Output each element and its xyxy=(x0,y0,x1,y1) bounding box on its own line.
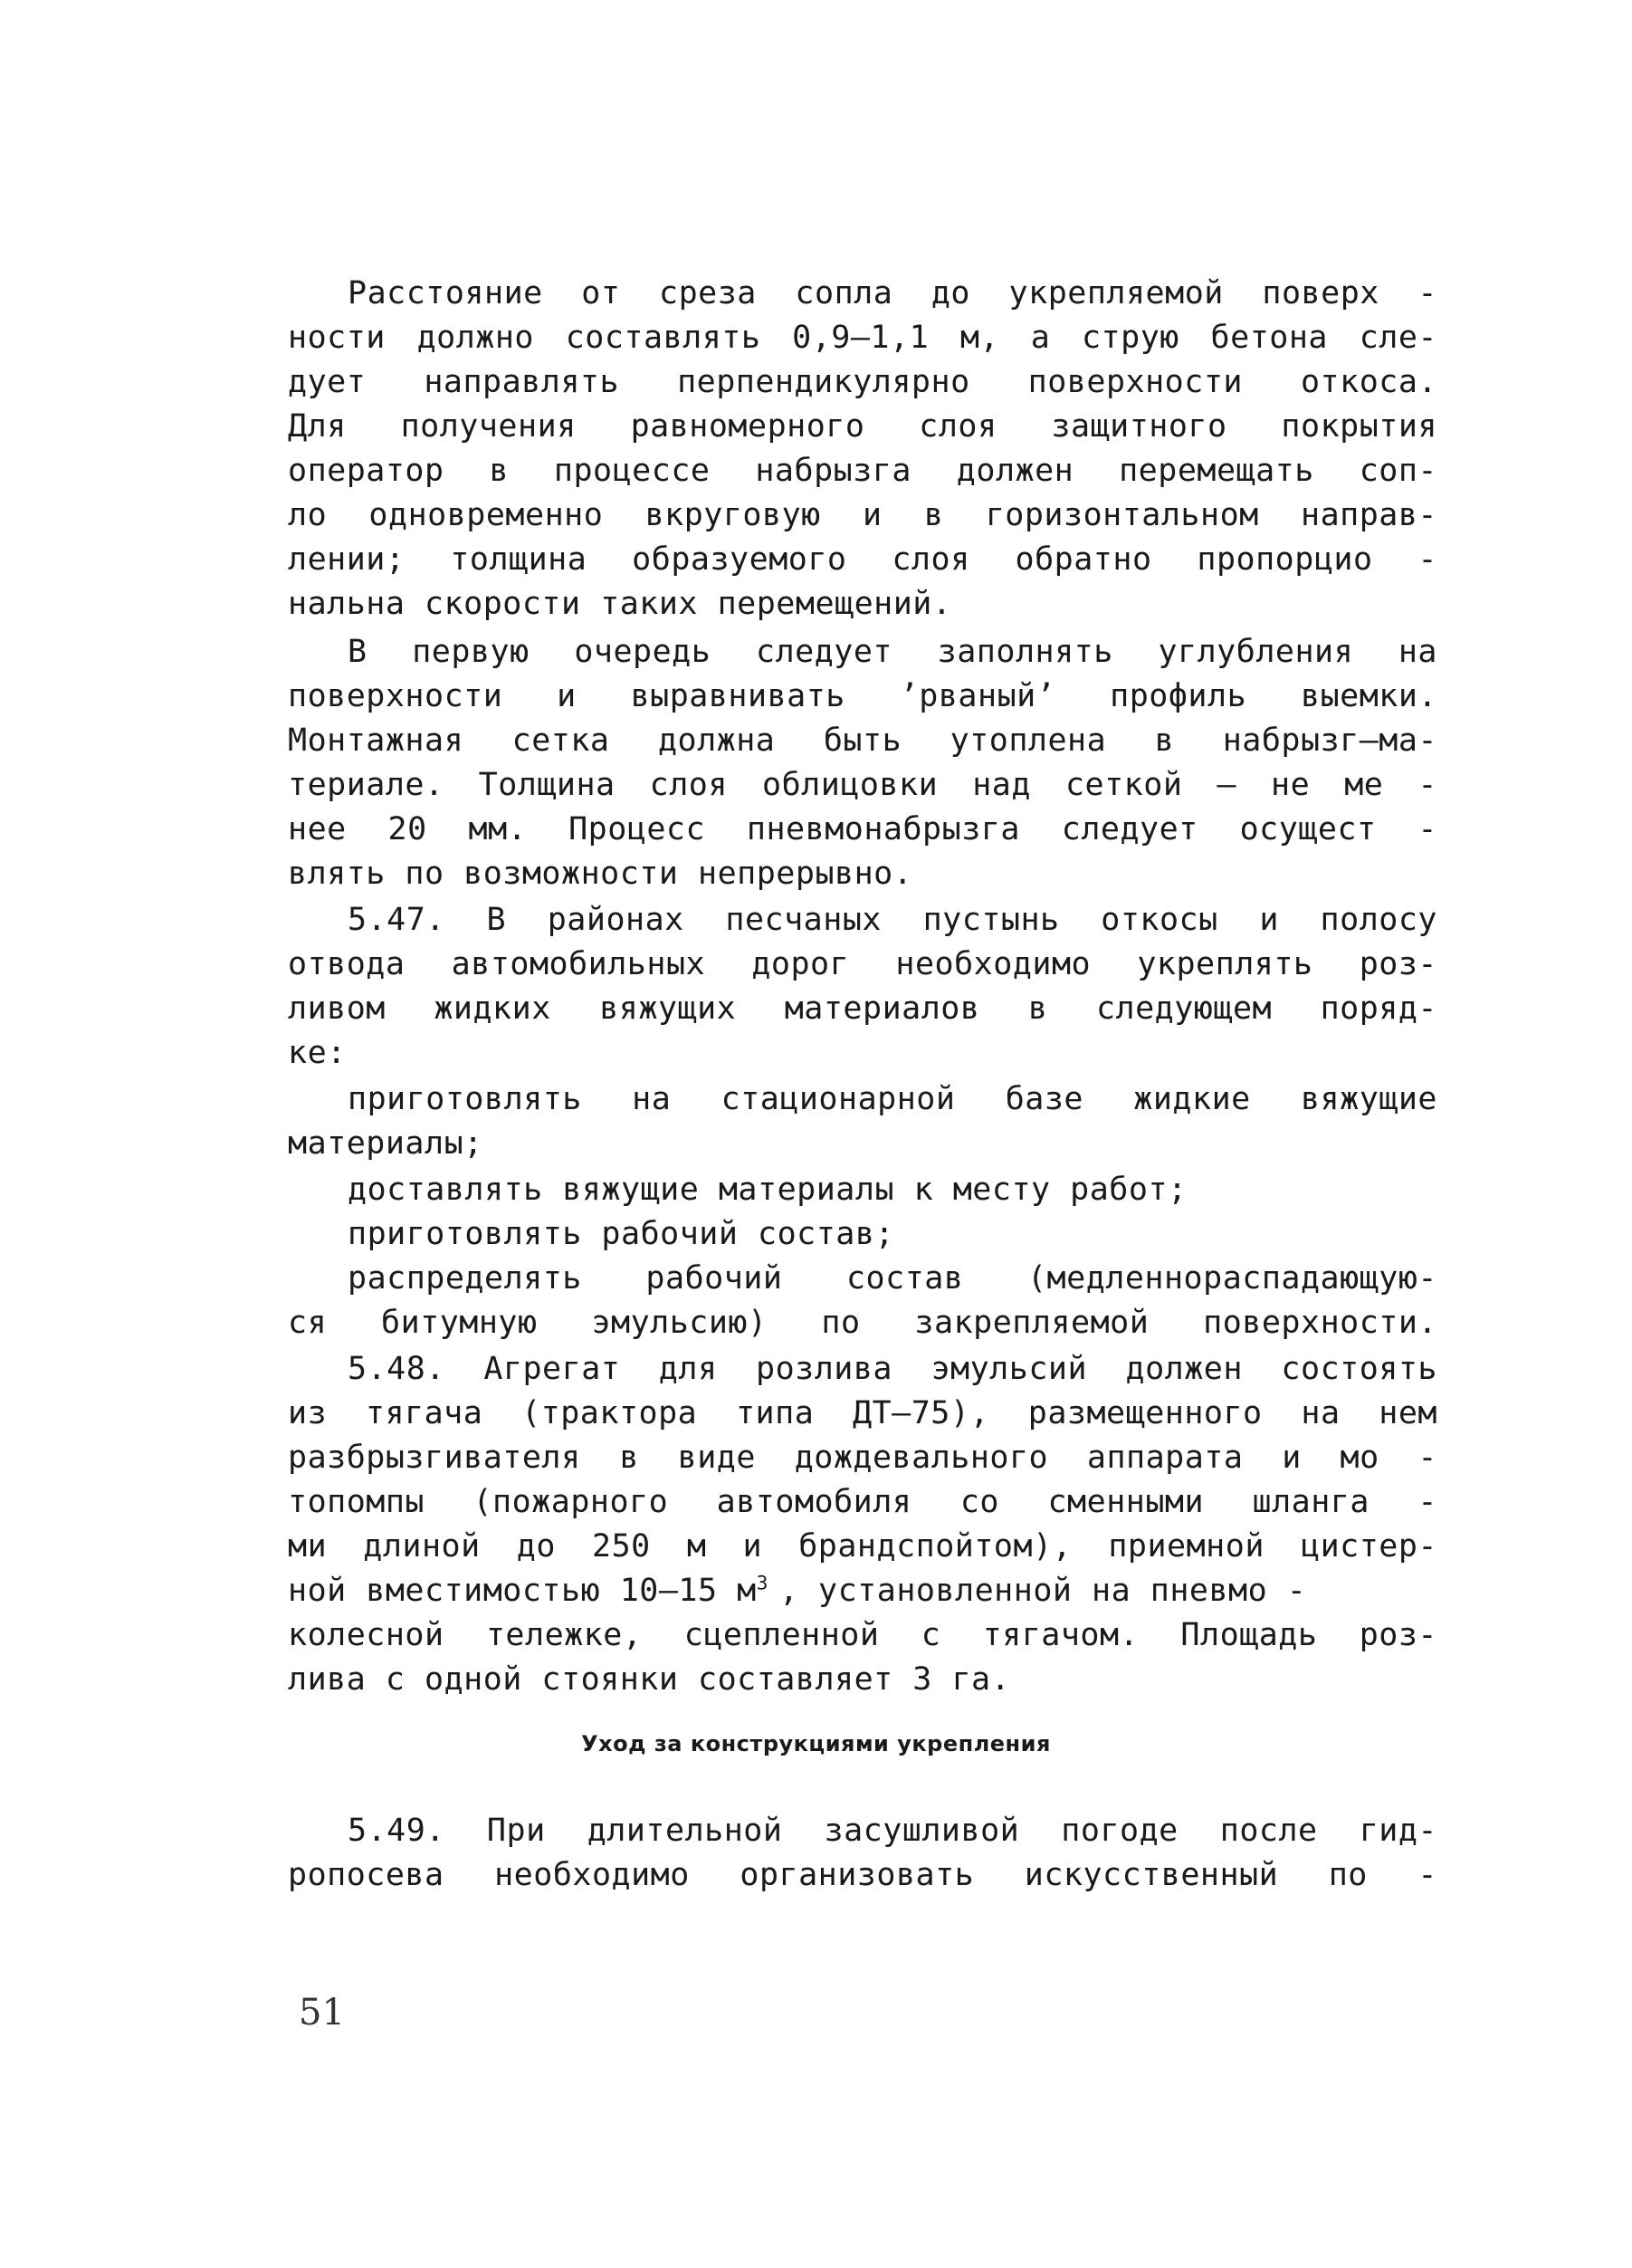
text-line: 5.49. При длительной засушливой погоде после гид- xyxy=(348,1813,1437,1849)
text-line: В первую очередь следует заполнять углубления на xyxy=(348,634,1437,670)
list-item: приготовлять рабочий состав; xyxy=(348,1216,895,1252)
list-item: приготовлять на стационарной базе жидкие вяжущие xyxy=(348,1081,1437,1117)
text-line: 5.47. В районах песчаных пустынь откосы и полосу xyxy=(348,902,1437,938)
text-line: колесной тележке, сцепленной с тягачом. Площадь роз- xyxy=(288,1617,1437,1653)
text-line: Расстояние от среза сопла до укрепляемой поверх - xyxy=(348,275,1437,311)
list-item: доставлять вяжущие материалы к месту работ; xyxy=(348,1172,1188,1208)
text-line: ности должно составлять 0,9–1,1 м, а струю бетона сле- xyxy=(288,320,1437,356)
page-number: 51 xyxy=(299,1992,345,2034)
superscript: 3 xyxy=(756,1572,768,1594)
text-line: Монтажная сетка должна быть утоплена в набрызг–ма- xyxy=(288,723,1437,759)
list-item: ся битумную эмульсию) по закрепляемой поверхности. xyxy=(288,1305,1437,1341)
text-line: из тягача (трактора типа ДТ–75), размещенного на нем xyxy=(288,1395,1437,1431)
list-item: материалы; xyxy=(288,1125,483,1162)
text-line: ропосева необходимо организовать искусственный по - xyxy=(288,1857,1437,1893)
text-line: ло одновременно вкруговую и в горизонтальном направ- xyxy=(288,497,1437,533)
text-line: нее 20 мм. Процесс пневмонабрызга следует осущест - xyxy=(288,811,1437,847)
text-line: лении; толщина образуемого слоя обратно пропорцио - xyxy=(288,541,1437,578)
text-line: оператор в процессе набрызга должен перемещать соп- xyxy=(288,453,1437,489)
text-line: поверхности и выравнивать ʼрваныйʼ профиль выемки. xyxy=(288,678,1437,714)
text-line: влять по возможности непрерывно. xyxy=(288,856,913,892)
list-item: распределять рабочий состав (медленнораспадающую- xyxy=(348,1260,1437,1297)
text-line: отвода автомобильных дорог необходимо укреплять роз- xyxy=(288,946,1437,982)
text-line: ливом жидких вяжущих материалов в следующем поряд- xyxy=(288,990,1437,1027)
section-heading: Уход за конструкциями укрепления xyxy=(581,1731,1051,1756)
text-line: ке: xyxy=(288,1035,347,1071)
text-line: разбрызгивателя в виде дождевального аппарата и мо - xyxy=(288,1440,1437,1476)
text-line: лива с одной стоянки составляет 3 га. xyxy=(288,1661,1011,1698)
text-line: нальна скорости таких перемещений. xyxy=(288,586,952,622)
text-line: 5.48. Агрегат для розлива эмульсий должен состоять xyxy=(348,1351,1437,1387)
text-line: Для получения равномерного слоя защитного покрытия xyxy=(288,408,1437,445)
text-line: териале. Толщина слоя облицовки над сеткой – не ме - xyxy=(288,767,1437,803)
text-line: топомпы (пожарного автомобиля со сменными шланга - xyxy=(288,1484,1437,1520)
text-line: ми длиной до 250 м и брандспойтом), приемной цистер- xyxy=(288,1528,1437,1565)
text-line: дует направлять перпендикулярно поверхности откоса. xyxy=(288,364,1437,400)
text-line: ной вместимостью 10–15 $м^3$ , установленной на пневмо - xyxy=(288,1572,1307,1609)
